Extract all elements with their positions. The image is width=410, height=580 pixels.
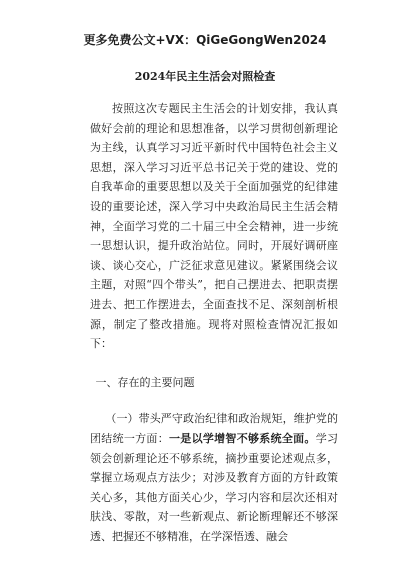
intro-paragraph: 按照这次专题民主生活会的计划安排，我认真做好会前的理论和思想准备，以学习贯彻创新理论为主线，认真学习习近平新时代中国特色社会主义思想，深入学习习近平总书记关于党的建设、党的自我革命的重要思想以及关于全面加强党的纪律建设的重要论述，深入学习中央政治局民主生活会精神，全面学习党的二十届三中全会精神，进一步统一思想认识，提升政治站位。同时，开展好调研座谈、谈心交心，广泛征求意见建议。紧紧围绕会议主题，对照“四个带头”，把自己摆进去、把职责摆进去、把工作摆进去，全面查找不足、深刻剖析根源，制定了整改措施。现将对照检查情况汇报如下： <box>90 102 338 351</box>
subsection-lead: （一）带头严守政治纪律和政治规矩，维护党的团结统一方面： <box>90 412 338 445</box>
document-body <box>90 99 338 546</box>
section-heading: 一、存在的主要问题 <box>95 375 195 389</box>
promo-header: 更多免费公文+VX：QiGeGongWen2024 <box>83 33 327 47</box>
bold-point: 一是以学增智不够系统全面。 <box>169 431 316 445</box>
subsection-paragraph <box>90 409 338 546</box>
document-title: 2024年民主生活会对照检查 <box>134 70 276 83</box>
subsection-text: 学习领会创新理论还不够系统，摘抄重要论述观点多，掌握立场观点方法少；对涉及教育方面的方针政策关心多，其他方面关心少，学习内容和层次还相对肤浅、零散，对一些新观点、新论断理解还不够深透、把握还不够精准，在学深悟透、融会 <box>90 431 339 543</box>
